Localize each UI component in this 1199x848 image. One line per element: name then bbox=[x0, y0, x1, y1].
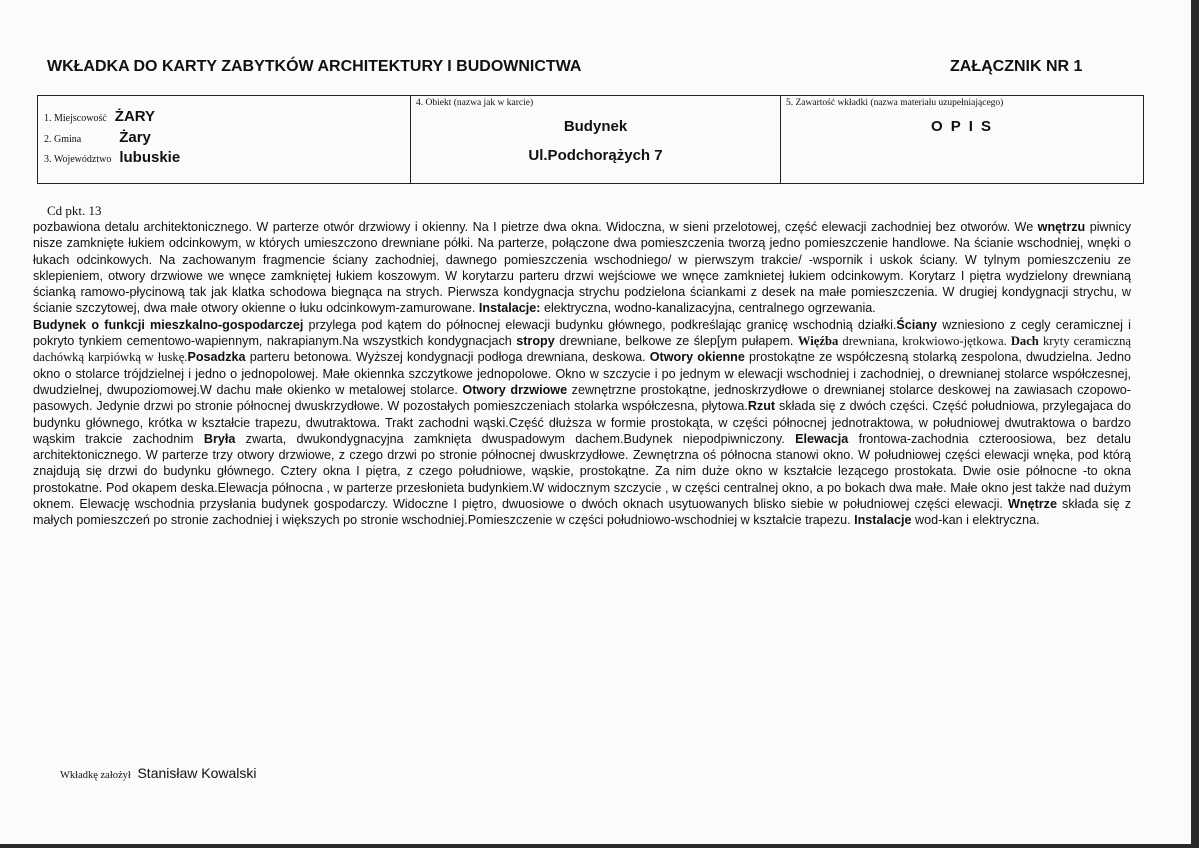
wojewodztwo-label: 3. Województwo bbox=[44, 154, 112, 165]
object-name: Budynek bbox=[563, 118, 628, 135]
text-run: składa się z dwóch części. Część południowa, przylegajaca do budynku głównego, krótka w kształcie trapezu, dwutraktowa. Trakt zachodni wąski.Część dłuższa w formie prostokąta, w części północnej jednotraktowa, w południowej dwutraktowa o bardzo wąskim trakcie zachodnim bbox=[33, 399, 1131, 446]
author-line bbox=[60, 765, 257, 781]
contents-cell bbox=[781, 96, 1144, 184]
bold-term: wnętrzu bbox=[1037, 220, 1086, 234]
location-line-wojewodztwo bbox=[44, 149, 180, 167]
scan-edge-right bbox=[1191, 0, 1199, 848]
text-run: pozbawiona detalu architektonicznego. W parterze otwór drzwiowy i okienny. Na I pietrze dwa okna. Widoczna, w sieni przelotowej, część elewacji zachodniej bez otworów. We bbox=[33, 220, 1038, 234]
text-run: zwarta, dwukondygnacyjna zamknięta dwuspadowym dachem.Budynek niepodpiwniczony. bbox=[235, 431, 796, 446]
description-body bbox=[33, 219, 1131, 529]
miejscowosc-value: ŻARY bbox=[114, 108, 156, 125]
text-run: zewnętrzne prostokątne, jednoskrzydłowe o drewnianej stolarce deskowej na zawiasach czopowo-pasowych. Jedynie drzwi po stronie północnej dwuskrzydłowe. W pozostałych pomieszczeniach stolarka współczesna, płytowa. bbox=[33, 382, 1131, 414]
author-label: Wkładkę założył bbox=[60, 770, 131, 781]
bold-term: Rzut bbox=[747, 399, 776, 414]
text-run: wzniesiono z cegly ceramicznej i pokryto tynkiem cementowo-wapiennym, nakrapianym.Na wszystkich kondygnacjach bbox=[33, 317, 1131, 349]
bold-term: Elewacja bbox=[795, 431, 849, 446]
location-line-gmina bbox=[44, 129, 151, 147]
continuation-label: Cd pkt. 13 bbox=[47, 203, 102, 218]
bold-term: Wnętrze bbox=[1007, 497, 1057, 512]
contents-value: O P I S bbox=[930, 118, 994, 135]
scan-edge-bottom bbox=[0, 844, 1199, 848]
gmina-label: 2. Gmina bbox=[44, 134, 82, 145]
text-run: drewniane, belkowe ze ślep[ym pułapem. bbox=[554, 334, 798, 349]
paragraph-main-building bbox=[33, 219, 1131, 317]
gmina-value: Żary bbox=[119, 129, 151, 146]
bold-term: stropy bbox=[516, 334, 555, 349]
bold-term: Bryła bbox=[203, 431, 236, 446]
text-run: parteru betonowa. Wyższej kondygnacji podłoga drewniana, deskowa. bbox=[245, 350, 650, 365]
bold-term: Posadzka bbox=[187, 350, 246, 365]
bold-term: Więźba bbox=[797, 334, 839, 349]
bold-term: Instalacje: bbox=[478, 301, 541, 316]
text-run: kryty ceramiczną dachówką karpiówką w łuskę. bbox=[33, 334, 1131, 365]
bold-term: Instalacje bbox=[854, 513, 912, 528]
location-line-miejscowosc bbox=[44, 108, 155, 126]
bold-term: Budynek o funkcji mieszkalno-gospodarczej bbox=[33, 317, 304, 332]
contents-label: 5. Zawartość wkładki (nazwa materiału uzupełniającego) bbox=[786, 98, 1004, 108]
text-run: piwnicy nisze zamknięte łukiem odcinkowym, w których umieszczono drewniane półki. Na parterze, połączone dwa pomieszczenia tworzą jedno pomieszczenie handlowe. Na ścianie wschodniej, wnęki o łukach odcinkowych. Na zachowanym fragmencie ściany zachodniej, dawnego pomieszczenia wschodniego/ w pierwszym trakcie/ -wspornik i uskok ściany. W tylnym pomieszczeniu ze sklepieniem, otwory drzwiowe we wnęce zamkniętej łukiem koszowym. W korytarzu parteru drzwi wejściowe we wnęce zamknietej łukiem odcinkowym. Korytarz I piętra wydzielony drewnianą ścianką ramowo-płycinową tak jak klatka schodowa biegnąca na strych. Pierwsza kondygnacja strychu podzielona ściankami z desek na małe pomieszczenia. W drugiej kondygnacji strychu, w ścianie szczytowej, dwa małe otwory okienne o łuku odcinkowym-zamurowane. bbox=[33, 220, 1132, 316]
header-table bbox=[37, 95, 1144, 184]
bold-term: Ściany bbox=[896, 317, 937, 332]
text-run: prostokątne ze współczesną stolarką zespolona, dwudzielna. Jedno okno o stolarce trójdzielnej i jedno o jednopolowej. Małe okiennka szczytkowe jednopolowe. Okno w szczycie i po jednym w elewacji wschodniej i zachodniej, o drewnianej stolarce współczesnej, dwudzielnej, dwupoziomowej.W dachu małe okienko w metalowej stolarce. bbox=[33, 350, 1131, 397]
text-run: składa się z małych pomieszczeń po stronie zachodniej i większych po stronie wschodniej.Pomieszczenie w części południowo-wschodniej w kształcie trapezu. bbox=[33, 497, 1132, 528]
text-run: przylega pod kątem do północnej elewacji budynku głównego, podkreślając granicę wschodnią działki. bbox=[303, 317, 897, 332]
text-run: frontowa-zachodnia czteroosiowa, bez detalu architektonicznego. W parterze trzy otwory drzwiowe, z czego drzwi po stronie północnej dwuskrzydłowe. Zewnętrzna oś północna stanowi okno. W południowej części elewacji wnęka, pod którą znajdują się drzwi do budynku głównego. Cztery okna I piętra, z czego południowe, wąskie, prostokątne. Za nim duże okno w kształcie lezącego prostokata. Dwie osie północne -to okna prostokatne. Pod okapem deska.Elewacja północna , w parterze przesłonieta budynkiem.W widocznym szczycie , w części centralnej okno, a po bokach dwa małe. Małe okno jest także nad dużym oknem. Elewację wschodnia przysłania budynek gospodarczy. Widoczne I piętro, dwuosiowe o dwóch oknach usytuowanych blisko siebie w południowej części elewacji. bbox=[33, 431, 1131, 512]
author-name: Stanisław Kowalski bbox=[137, 765, 257, 781]
object-address: Ul.Podchorążych 7 bbox=[528, 147, 663, 164]
wojewodztwo-value: lubuskie bbox=[119, 149, 181, 166]
paragraph-outbuilding bbox=[33, 317, 1131, 529]
text-run: elektryczna, wodno-kanalizacyjna, centralnego ogrzewania. bbox=[540, 301, 876, 316]
text-run: drewniana, krokwiowo-jętkowa. bbox=[838, 334, 1011, 349]
object-label: 4. Obiekt (nazwa jak w karcie) bbox=[416, 98, 534, 108]
bold-term: Dach bbox=[1010, 334, 1039, 349]
attachment-number: ZAŁĄCZNIK NR 1 bbox=[950, 58, 1083, 75]
text-run: wod-kan i elektryczna. bbox=[911, 513, 1040, 528]
bold-term: Otwory okienne bbox=[649, 350, 745, 365]
location-cell bbox=[38, 96, 411, 184]
object-cell bbox=[411, 96, 781, 184]
document-title: WKŁADKA DO KARTY ZABYTKÓW ARCHITEKTURY I BUDOWNICTWA bbox=[47, 58, 582, 75]
miejscowosc-label: 1. Miejscowość bbox=[44, 113, 107, 124]
bold-term: Otwory drzwiowe bbox=[462, 382, 568, 397]
